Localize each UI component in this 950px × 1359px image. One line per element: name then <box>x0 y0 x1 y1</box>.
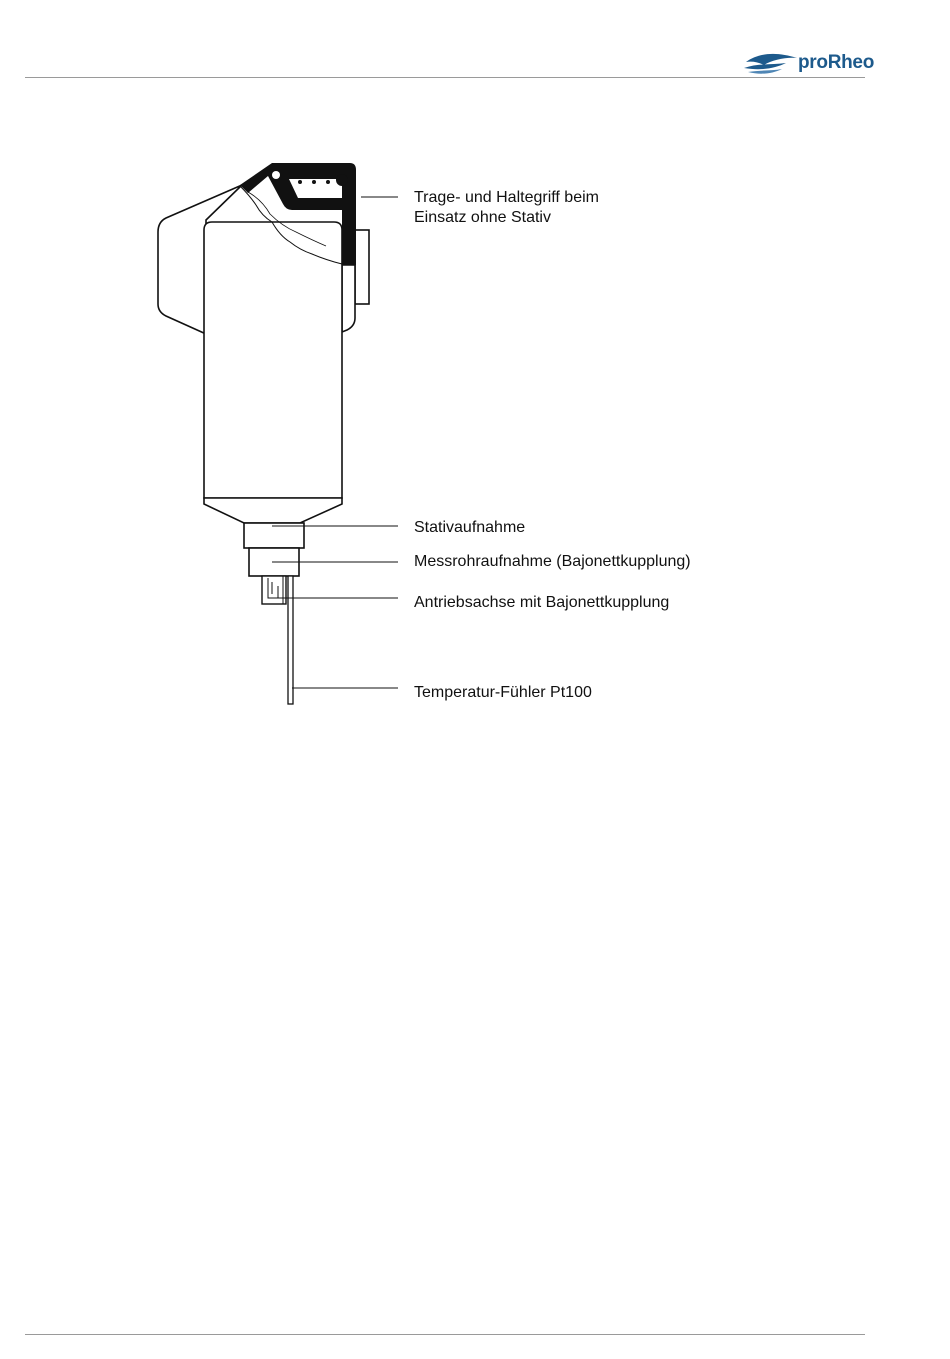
callout-stand-mount: Stativaufnahme <box>414 519 526 536</box>
side-knob <box>355 230 369 304</box>
main-body <box>204 222 342 498</box>
callout-line: Einsatz ohne Stativ <box>414 209 551 226</box>
temperature-probe <box>288 576 293 704</box>
callout-tube-mount: Messrohraufnahme (Bajonettkupplung) <box>414 553 691 570</box>
grip-side <box>342 265 355 332</box>
stand-mount <box>244 523 304 548</box>
footer-rule <box>25 1334 865 1335</box>
logo-text: proRheo <box>798 52 875 73</box>
callout-temperature-probe: Temperatur-Fühler Pt100 <box>414 684 592 701</box>
callout-line: Trage- und Haltegriff beim <box>414 189 599 206</box>
grip-hole <box>272 171 280 179</box>
callout-drive-axis: Antriebsachse mit Bajonettkupplung <box>414 594 670 611</box>
bayonet-coupling <box>262 576 286 604</box>
callout-carrying-grip <box>414 188 599 228</box>
body-cone <box>204 498 342 523</box>
